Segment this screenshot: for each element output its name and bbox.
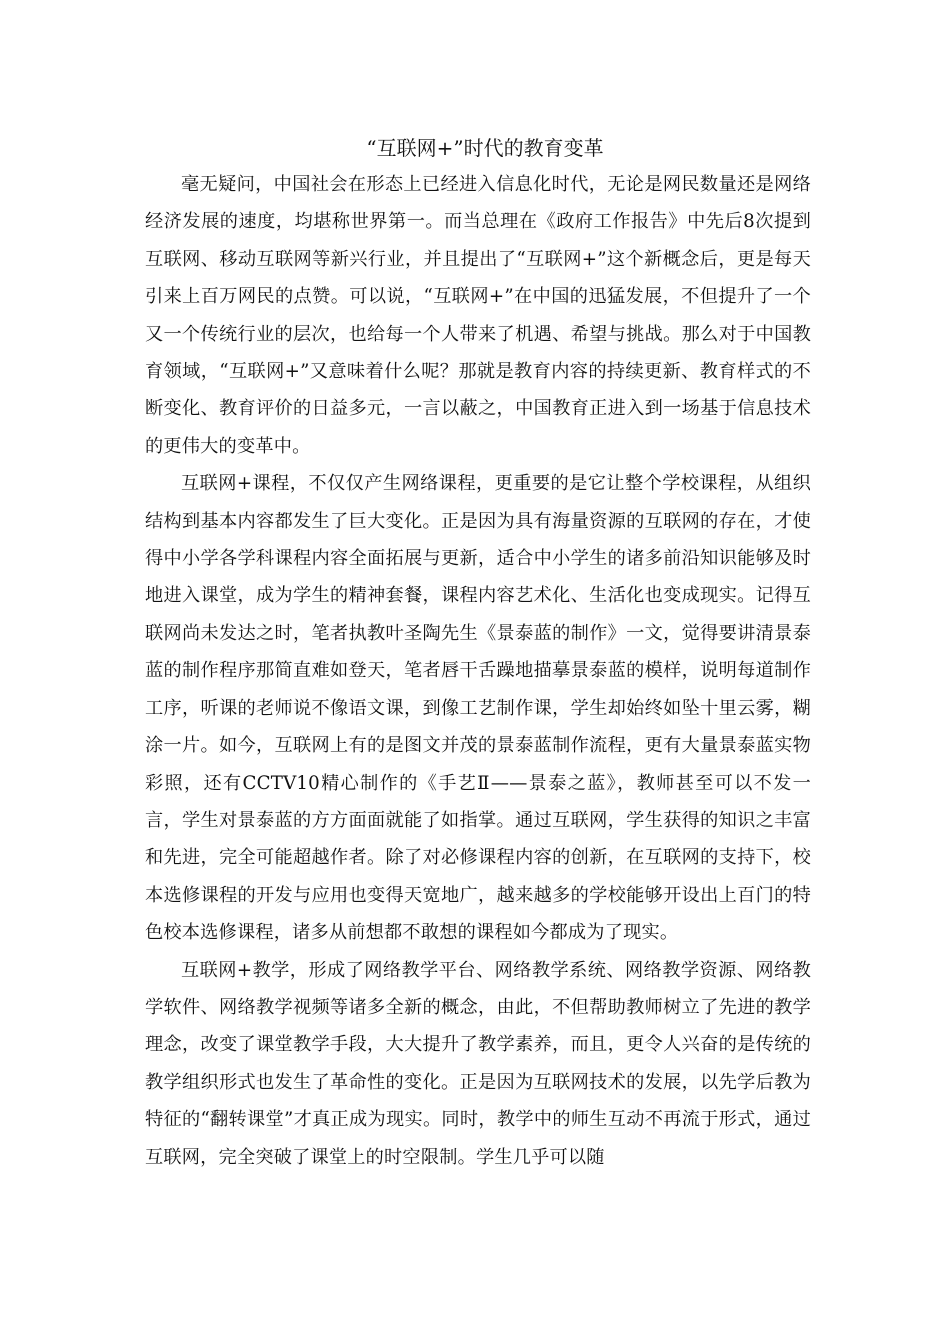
paragraph-curriculum: 互联网+课程，不仅仅产生网络课程，更重要的是它让整个学校课程，从组织结构到基本内容都发生了巨大变化。正是因为具有海量资源的互联网的存在，才使得中小学各学科课程内容全面拓展与更新，适合中小学生的诸多前沿知识能够及时地进入课堂，成为学生的精神套餐，课程内容艺术化、生活化也变成现实。记得互联网尚未发达之时，笔者执教叶圣陶先生《景泰蓝的制作》一文，觉得要讲清景泰蓝的制作程序那简直难如登天，笔者唇干舌躁地描摹景泰蓝的模样，说明每道制作工序，听课的老师说不像语文课，到像工艺制作课，学生却始终如坠十里云雾，糊涂一片。如今，互联网上有的是图文并茂的景泰蓝制作流程，更有大量景泰蓝实物彩照，还有CCTV10精心制作的《手艺Ⅱ——景泰之蓝》，教师甚至可以不发一言，学生对景泰蓝的方方面面就能了如指掌。通过互联网，学生获得的知识之丰富和先进，完全可能超越作者。除了对必修课程内容的创新，在互联网的支持下，校本选修课程的开发与应用也变得天宽地广，越来越多的学校能够开设出上百门的特色校本选修课程，诸多从前想都不敢想的课程如今都成为了现实。: [145, 473, 811, 944]
document-page: [145, 130, 811, 1176]
document-title: “互联网+”时代的教育变革: [366, 136, 604, 160]
paragraph-teaching: 互联网+教学，形成了网络教学平台、网络教学系统、网络教学资源、网络教学软件、网络教学视频等诸多全新的概念，由此，不但帮助教师树立了先进的教学理念，改变了课堂教学手段，大大提升了教学素养，而且，更令人兴奋的是传统的教学组织形式也发生了革命性的变化。正是因为互联网技术的发展，以先学后教为特征的“翻转课堂”才真正成为现实。同时，教学中的师生互动不再流于形式，通过互联网，完全突破了课堂上的时空限制。学生几乎可以随: [145, 959, 811, 1168]
paragraph-intro: 毫无疑问，中国社会在形态上已经进入信息化时代，无论是网民数量还是网络经济发展的速度，均堪称世界第一。而当总理在《政府工作报告》中先后8次提到互联网、移动互联网等新兴行业，并且提出了“互联网+”这个新概念后，更是每天引来上百万网民的点赞。可以说，“互联网+”在中国的迅猛发展，不但提升了一个又一个传统行业的层次，也给每一个人带来了机遇、希望与挑战。那么对于中国教育领域，“互联网+”又意味着什么呢？那就是教育内容的持续更新、教育样式的不断变化、教育评价的日益多元，一言以蔽之，中国教育正进入到一场基于信息技术的更伟大的变革中。: [145, 174, 811, 457]
